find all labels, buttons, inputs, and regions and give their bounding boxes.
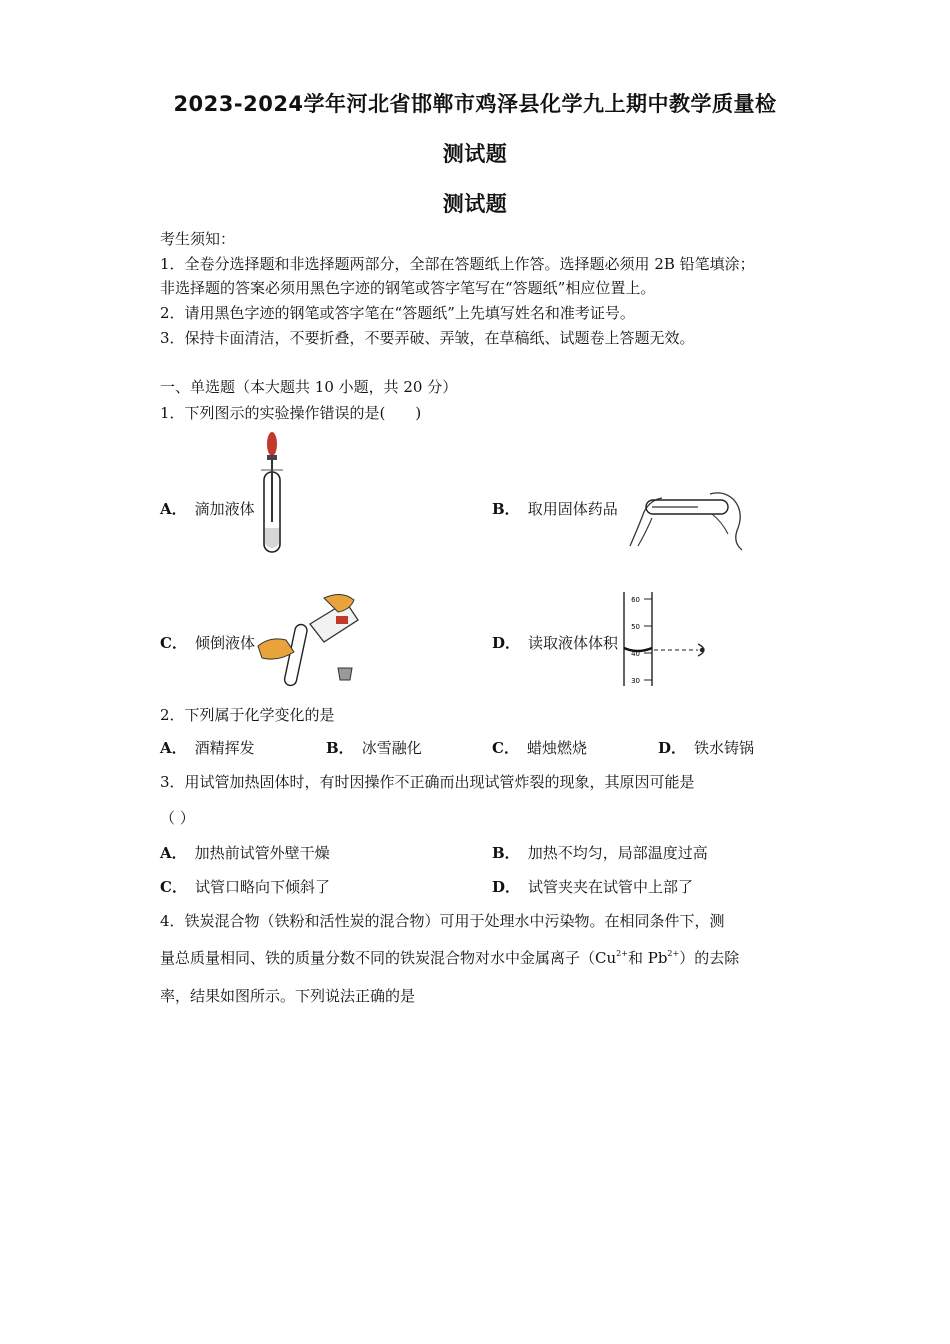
- q3-stem: 3．用试管加热固体时，有时因操作不正确而出现试管炸裂的现象，其原因可能是: [160, 773, 695, 791]
- section-heading: 一、单选题（本大题共 10 小题，共 20 分）: [160, 378, 458, 396]
- q3-option-a-text: 加热前试管外壁干燥: [194, 844, 330, 862]
- q2-option-a-text: 酒精挥发: [194, 739, 255, 757]
- q3-option-b: [492, 842, 708, 863]
- tick-label-60: 60: [631, 596, 640, 604]
- notice-item-1a: 1．全卷分选择题和非选择题两部分，全部在答题纸上作答。选择题必须用 2B 铅笔填涂；: [160, 255, 755, 273]
- q2-option-a: [160, 737, 255, 758]
- bottle-label: [336, 616, 348, 624]
- notice-item-2: 2．请用黑色字迹的钢笔或答字笔在“答题纸”上先填写姓名和准考证号。: [160, 304, 635, 322]
- dropper-bulb: [267, 432, 277, 456]
- q2-option-b: [326, 737, 422, 758]
- q2-stem: 2．下列属于化学变化的是: [160, 706, 335, 724]
- q1-option-d: [492, 632, 618, 653]
- q3-option-c-text: 试管口略向下倾斜了: [194, 878, 330, 896]
- q4-line-1: 4．铁炭混合物（铁粉和活性炭的混合物）可用于处理水中污染物。在相同条件下，测: [160, 912, 725, 930]
- q2-option-c-label: C．: [492, 739, 519, 757]
- q1-option-a: [160, 498, 255, 519]
- q2-option-a-label: A．: [160, 739, 187, 757]
- tick-label-50: 50: [631, 623, 640, 631]
- q3-option-c: [160, 876, 330, 897]
- exam-title-line2: 测试题: [442, 142, 508, 166]
- q2-option-c: [492, 737, 587, 758]
- q3-option-d-label: D．: [492, 878, 521, 896]
- q1-option-b-label: B．: [492, 500, 520, 518]
- q1-option-c-label: C．: [160, 634, 187, 652]
- q1-option-b-text: 取用固体药品: [527, 500, 618, 518]
- holding-hand: [258, 639, 294, 659]
- notice-item-1b: 非选择题的答案必须用黑色字迹的钢笔或答字笔写在“答题纸”相应位置上。: [160, 279, 656, 297]
- right-hand-finger: [712, 514, 728, 534]
- q4-line-2-b: 和 Pb: [627, 949, 668, 967]
- q4-line-2-a: 量总质量相同、铁的质量分数不同的铁炭混合物对水中金属离子（Cu: [160, 949, 617, 967]
- q1-stem: 1．下列图示的实验操作错误的是( ): [160, 404, 422, 422]
- q4-line-2: [160, 947, 739, 968]
- q3-option-a-label: A．: [160, 844, 187, 862]
- q1-option-d-label: D．: [492, 634, 521, 652]
- q2-option-b-text: 冰雪融化: [361, 739, 422, 757]
- exam-title-line1: 2023-2024学年河北省邯郸市鸡泽县化学九上期中教学质量检: [173, 92, 777, 116]
- q3-option-c-label: C．: [160, 878, 187, 896]
- q1-option-c-text: 倾倒液体: [194, 634, 255, 652]
- q3-option-d: [492, 876, 693, 897]
- solid-into-tube-figure: [628, 488, 746, 554]
- graduated-cylinder-figure: [618, 590, 718, 690]
- tick-label-40: 40: [631, 650, 640, 658]
- notice-item-3: 3．保持卡面清洁，不要折叠，不要弄破、弄皱，在草稿纸、试题卷上答题无效。: [160, 329, 695, 347]
- q1-option-d-text: 读取液体体积: [528, 634, 619, 652]
- notice-heading: 考生须知：: [160, 230, 236, 248]
- q2-option-b-label: B．: [326, 739, 354, 757]
- q3-option-a: [160, 842, 330, 863]
- eye-pupil: [700, 648, 704, 652]
- q1-option-c: [160, 632, 255, 653]
- q2-option-d-text: 铁水铸锅: [694, 739, 755, 757]
- q2-option-d-label: D．: [658, 739, 687, 757]
- q4-line-2-c: ）的去除: [679, 949, 740, 967]
- exam-title-line3: 测试题: [442, 192, 508, 216]
- q3-answer-paren: （ ）: [160, 809, 195, 827]
- q4-pb-charge: 2+: [667, 949, 680, 958]
- q3-option-d-text: 试管夹夹在试管中上部了: [528, 878, 694, 896]
- q4-cu-charge: 2+: [616, 949, 628, 958]
- dropper-collar: [267, 455, 277, 460]
- pouring-liquid-figure: [254, 590, 364, 688]
- bottle-stopper: [338, 668, 352, 680]
- tick-label-30: 30: [631, 677, 640, 685]
- q1-option-a-text: 滴加液体: [194, 500, 255, 518]
- tube-liquid: [265, 528, 279, 548]
- q2-option-d: [658, 737, 754, 758]
- dropper-into-tube-figure: [252, 430, 292, 558]
- q1-option-a-label: A．: [160, 500, 187, 518]
- q3-option-b-label: B．: [492, 844, 520, 862]
- q2-option-c-text: 蜡烛燃烧: [526, 739, 587, 757]
- q1-option-b: [492, 498, 618, 519]
- q3-option-b-text: 加热不均匀，局部温度过高: [527, 844, 708, 862]
- q4-line-3: 率，结果如图所示。下列说法正确的是: [160, 987, 416, 1005]
